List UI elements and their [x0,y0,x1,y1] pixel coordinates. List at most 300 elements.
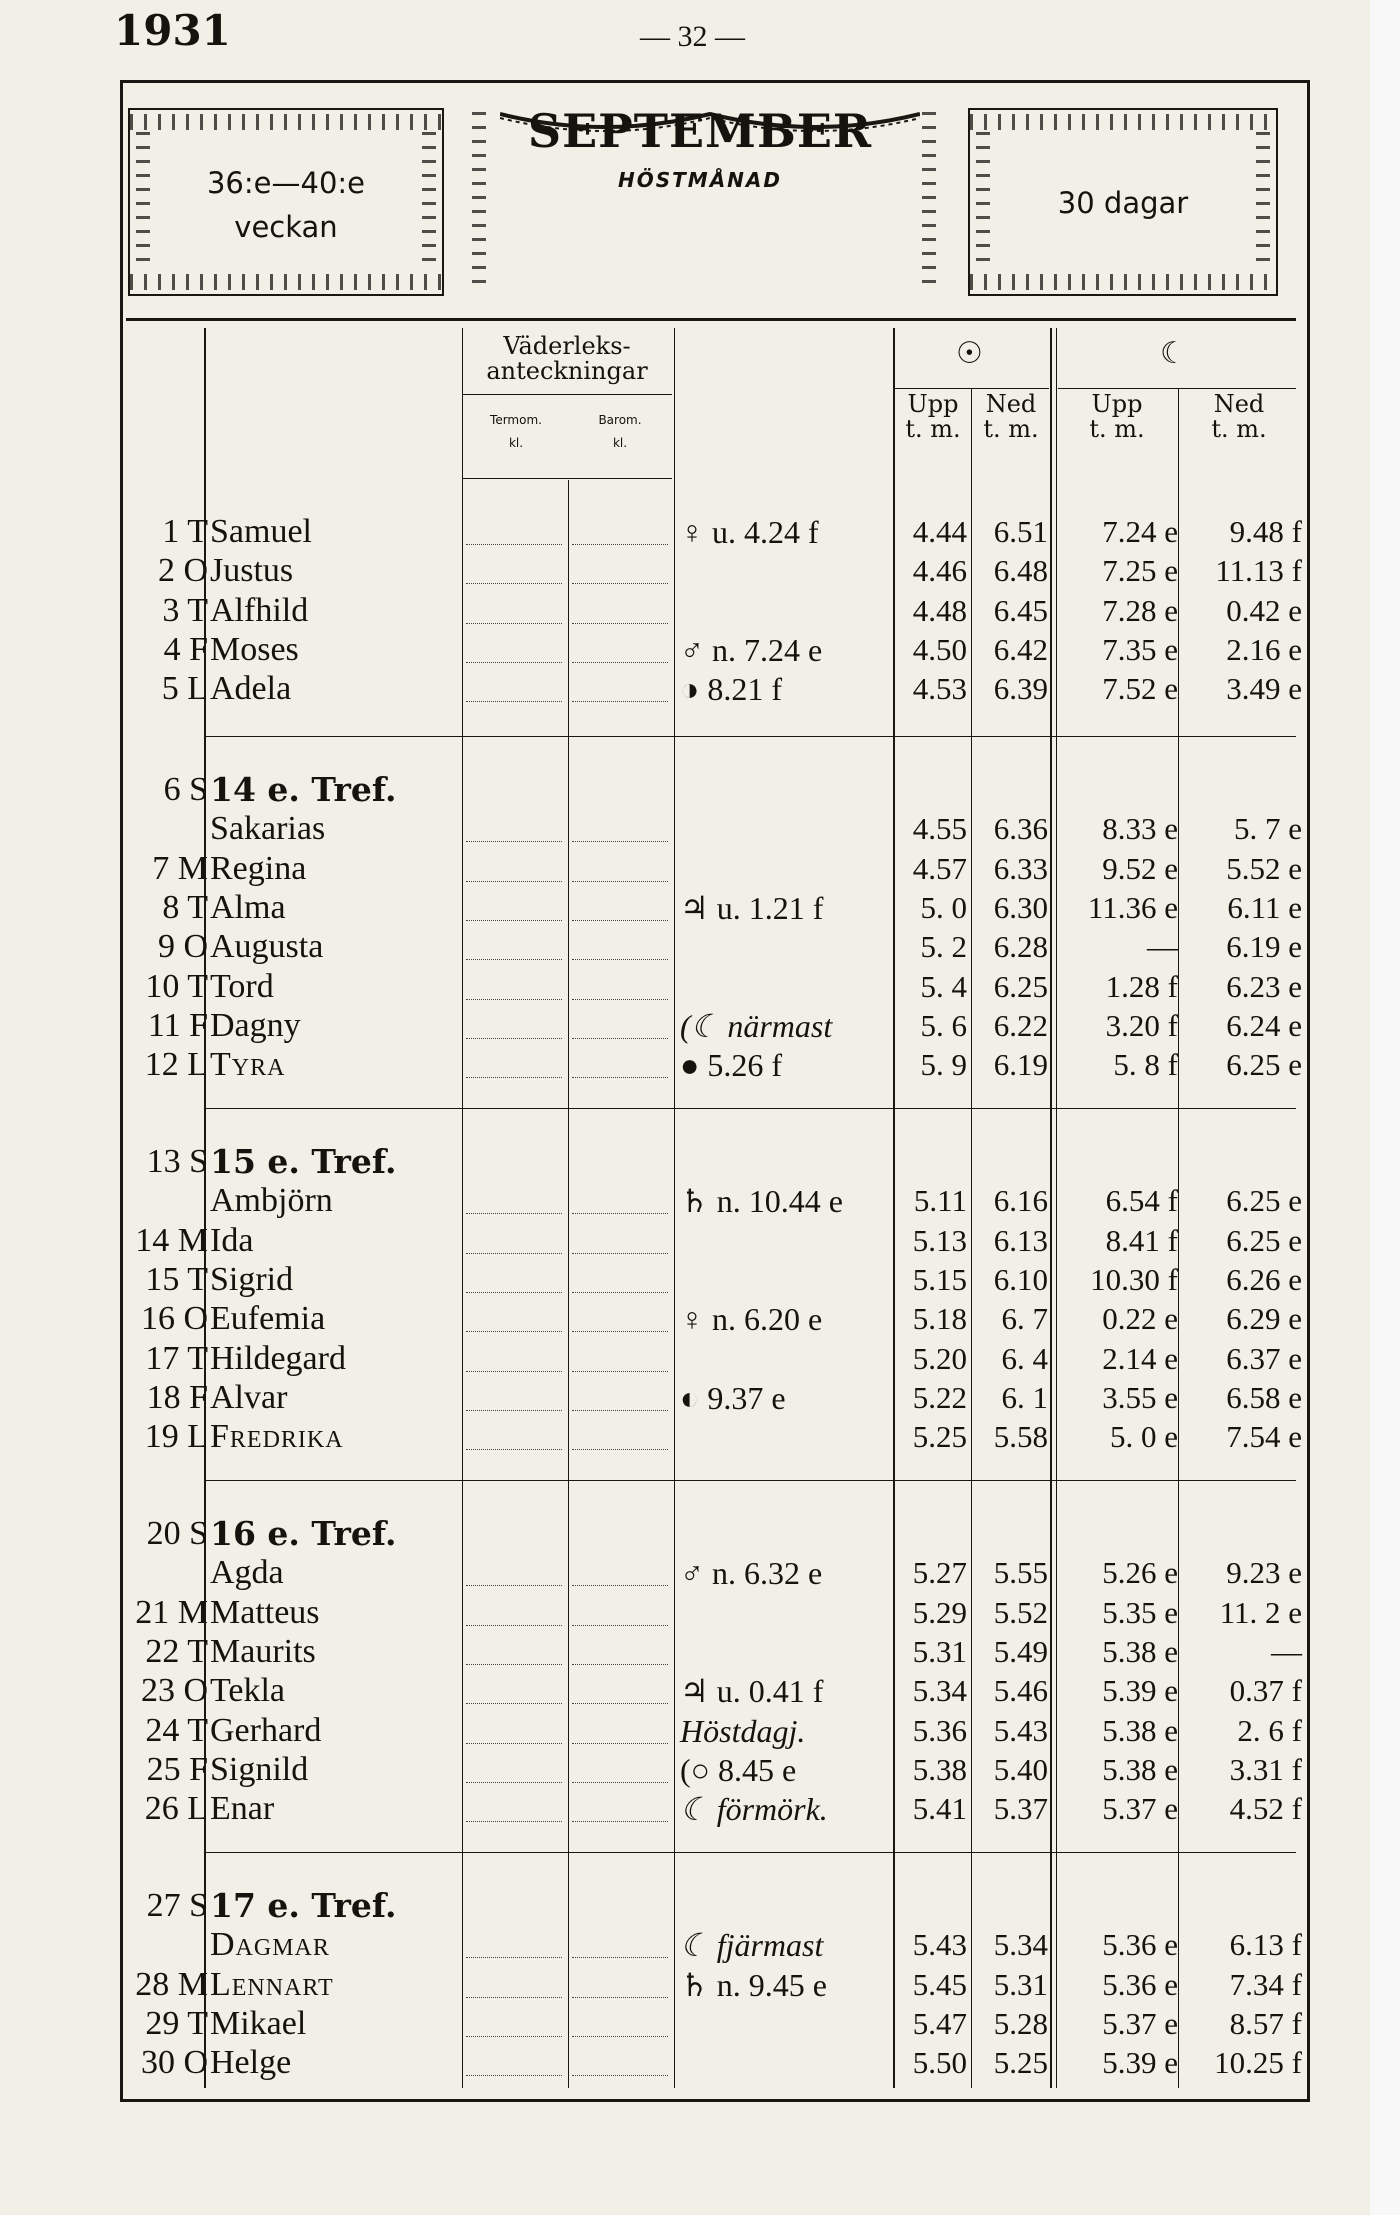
moon-up-header: Upp t. m. [1089,390,1145,444]
day-label: 1 T [162,513,208,550]
day-label: 30 O [140,2044,208,2082]
notes-blank-line [466,841,562,842]
notes-blank-line [572,1038,668,1039]
name-day: Dagmar [210,1926,330,1964]
moonset-time: 6.19 e [1226,929,1302,965]
astro-event [680,1260,890,1300]
notes-blank-line [466,1821,562,1822]
moonset-time: 5. 7 e [1233,811,1302,847]
notes-blank-line [466,1371,562,1372]
moonrise-time: 9.52 e [1102,850,1178,886]
sunrise-time: 4.55 [912,811,967,847]
name-day: Alfhild [210,591,309,629]
moonset-time: 4.52 f [1229,1791,1302,1827]
page-number: — 32 — [640,20,745,53]
moonset-time: 6.25 e [1226,1183,1302,1219]
column-rule [568,480,569,2088]
moonset-time: 6.29 e [1226,1301,1302,1337]
sunrise-time: 5.50 [912,2045,967,2081]
astro-event: ♀ u. 4.24 f [680,514,819,550]
moon-icon: ☾ [1160,336,1187,371]
sunrise-time [895,770,967,810]
moonset-time: 11.13 f [1215,553,1302,589]
weeks-label: veckan [234,210,338,244]
notes-blank-line [572,841,668,842]
moonset-time: 6.37 e [1226,1340,1302,1376]
notes-blank-line [572,920,668,921]
sunset-time: 5.40 [993,1751,1048,1787]
sunrise-time: 5.11 [913,1183,967,1219]
moonset-time: 3.49 e [1226,671,1302,707]
sunset-time: 6.42 [993,631,1048,667]
weather-header-rule [462,394,672,395]
name-day: Justus [210,552,294,590]
notes-blank-line [466,959,562,960]
moonrise-time: 7.25 e [1102,553,1178,589]
astro-event [680,2043,890,2083]
notes-blank-line [466,1585,562,1586]
notes-blank-line [572,1957,668,1958]
sunrise-time: 4.53 [912,671,967,707]
table-top-rule [126,318,1296,321]
astro-event: ◑ 8.21 f [680,671,782,708]
moonrise-time: 2.14 e [1102,1340,1178,1376]
notes-blank-line [466,544,562,545]
moonset-time: 2.16 e [1226,631,1302,667]
week-separator [204,736,1296,737]
moonrise-time: — [1147,929,1178,965]
notes-blank-line [572,1253,668,1254]
name-day: 14 e. Tref. [210,770,397,809]
name-day: Fredrika [210,1418,344,1456]
moonrise-time [1058,770,1178,810]
day-label: 7 M [152,849,208,887]
notes-blank-line [466,1625,562,1626]
name-day: Alvar [210,1378,288,1416]
notes-blank-line [572,701,668,702]
name-day: Ambjörn [210,1182,333,1220]
sunset-time: 5.46 [993,1673,1048,1709]
astro-event [680,1632,890,1672]
notes-blank-line [466,1997,562,1998]
notes-blank-line [466,701,562,702]
moonrise-time: 7.24 e [1102,514,1178,549]
moonrise-time: 5.38 e [1102,1712,1178,1748]
sunrise-time: 5.22 [912,1379,967,1415]
sunset-time: 6.25 [993,968,1048,1004]
moonset-time: 9.23 e [1226,1555,1302,1591]
day-label: 16 O [140,1300,208,1338]
name-day: Tyra [210,1046,286,1084]
moonset-time: 6.25 e [1226,1222,1302,1258]
sun-header-rule [895,388,1049,389]
notes-blank-line [572,1410,668,1411]
ornament-border [970,114,1276,130]
moonrise-time: 1.28 f [1105,968,1178,1004]
day-label: 12 L [144,1046,208,1084]
sunset-time: 6. 7 [1001,1301,1048,1337]
moonrise-time: 5.35 e [1102,1594,1178,1630]
sunset-time: 6.28 [993,929,1048,965]
moonset-time: 6.26 e [1226,1261,1302,1297]
sunset-time: 6.10 [993,1261,1048,1297]
notes-blank-line [466,1703,562,1704]
name-day: Alma [210,888,286,926]
sunset-time: 6. 1 [1001,1379,1048,1415]
sunrise-time: 5. 6 [920,1007,967,1043]
notes-blank-line [466,1292,562,1293]
name-day: Mikael [210,2004,307,2042]
moonset-time: 6.25 e [1226,1047,1302,1083]
notes-blank-line [466,1743,562,1744]
day-label: 22 T [145,1632,208,1670]
notes-blank-line [572,1821,668,1822]
notes-blank-line [572,1371,668,1372]
day-label: 11 F [147,1006,208,1044]
day-label: 27 S [146,1887,208,1924]
name-day: Tekla [210,1672,286,1710]
notes-blank-line [466,1782,562,1783]
notes-blank-line [572,2036,668,2037]
sunrise-time [895,1514,967,1554]
moonrise-time: 3.20 f [1105,1007,1178,1043]
notes-blank-line [572,1625,668,1626]
notes-blank-line [572,544,668,545]
sunset-time [976,1142,1048,1182]
day-label [130,1925,208,1965]
notes-blank-line [572,1331,668,1332]
name-day: Tord [210,967,274,1005]
name-day: Lennart [210,1965,334,2003]
sunset-time: 6.39 [993,671,1048,707]
sunset-time: 6.16 [993,1183,1048,1219]
day-label [130,1181,208,1221]
sunrise-time: 5.43 [912,1927,967,1963]
day-label: 20 S [146,1515,208,1552]
ornament-border [970,274,1276,290]
moonrise-time: 11.36 e [1087,889,1178,925]
moonrise-time: 5.38 e [1102,1633,1178,1669]
name-day: Augusta [210,928,324,966]
notes-blank-line [572,1703,668,1704]
moonrise-time: 7.35 e [1102,631,1178,667]
moonset-time: 3.31 f [1229,1751,1302,1787]
moonrise-time: 5.36 e [1102,1966,1178,2002]
sunrise-time: 5. 0 [920,889,967,925]
moonrise-time: 5.36 e [1102,1927,1178,1963]
astro-event: ♄ n. 10.44 e [680,1183,843,1220]
notes-blank-line [572,881,668,882]
notes-blank-line [572,1077,668,1078]
name-day: Gerhard [210,1711,322,1749]
name-day: Regina [210,849,307,887]
moonset-time: — [1271,1633,1302,1669]
moonrise-time: 8.41 f [1105,1222,1178,1258]
notes-blank-line [466,1957,562,1958]
column-rule [1050,328,1052,2088]
sunrise-time: 5.36 [912,1712,967,1748]
astro-event: ♀ n. 6.20 e [680,1301,823,1338]
weather-notes-header: Väderleks- anteckningar [486,332,648,386]
day-label: 13 S [146,1143,208,1180]
astro-event [680,770,890,810]
day-label: 23 O [140,1672,208,1710]
astro-event [680,551,890,591]
notes-blank-line [572,1997,668,1998]
column-rule [674,328,675,2088]
day-label: 24 T [145,1711,208,1749]
moonset-time: 6.23 e [1226,968,1302,1004]
moonset-time: 0.42 e [1226,592,1302,628]
name-day: Enar [210,1790,275,1828]
sunrise-time: 5.29 [912,1594,967,1630]
sunset-time: 5.52 [993,1594,1048,1630]
astro-event: ♂ n. 7.24 e [680,631,823,668]
day-label: 3 T [162,591,208,629]
moonset-time: 6.11 e [1227,889,1302,925]
day-label: 9 O [157,928,208,966]
day-label: 25 F [146,1750,208,1788]
sunrise-time: 5. 2 [920,929,967,965]
moonrise-time [1058,1886,1178,1926]
notes-blank-line [572,1664,668,1665]
sun-icon: ☉ [956,336,983,371]
notes-blank-line [466,1077,562,1078]
column-rule [1178,388,1179,2088]
astro-event [680,591,890,631]
sunset-time: 5.58 [993,1419,1048,1455]
moonrise-time: 5.38 e [1102,1751,1178,1787]
sunset-time [976,1886,1048,1926]
astro-event [680,1886,890,1926]
moonset-time: 5.52 e [1226,850,1302,886]
day-label: 19 L [144,1418,208,1456]
days-box [968,108,1278,296]
sunset-time: 5.49 [993,1633,1048,1669]
sunset-time [976,1514,1048,1554]
moonrise-time: 5.39 e [1102,1673,1178,1709]
day-label: 14 M [135,1221,208,1259]
day-label: 10 T [145,967,208,1005]
barometer-header: Barom. kl. [598,413,642,450]
sunrise-time: 4.44 [912,514,967,549]
astro-event [680,809,890,849]
sunrise-time: 5.20 [912,1340,967,1376]
astro-event: ♃ u. 1.21 f [680,889,824,926]
name-day: Agda [210,1554,284,1592]
name-day: 16 e. Tref. [210,1514,397,1553]
sunset-time: 5.55 [993,1555,1048,1591]
notes-blank-line [466,623,562,624]
day-label [130,1553,208,1593]
astro-event: (○ 8.45 e [680,1751,797,1788]
astro-event [680,1339,890,1379]
astro-event [680,1142,890,1182]
day-label: 17 T [145,1339,208,1377]
astro-event [680,967,890,1007]
weeks-range: 36:e—40:e [206,166,366,200]
day-label: 8 T [162,888,208,926]
moonset-time: 8.57 f [1229,2005,1302,2041]
sunset-time: 6. 4 [1001,1340,1048,1376]
astro-event: ☾ förmörk. [680,1791,828,1828]
day-label: 4 F [163,630,208,668]
sunrise-time: 4.48 [912,592,967,628]
notes-blank-line [572,1743,668,1744]
sunrise-time: 5.15 [912,1261,967,1297]
day-label: 21 M [135,1593,208,1631]
moonrise-time: 7.52 e [1102,671,1178,707]
moon-header-rule [1058,388,1296,389]
name-day: Helge [210,2044,292,2082]
sun-up-header: Upp t. m. [905,390,961,444]
sunset-time: 6.36 [993,811,1048,847]
moonrise-time: 7.28 e [1102,592,1178,628]
name-day: Matteus [210,1593,320,1631]
page-edge [1370,0,1400,2215]
moonrise-time: 5.37 e [1102,1791,1178,1827]
sunrise-time: 5. 4 [920,968,967,1004]
year-label: 1931 [114,6,231,55]
notes-blank-line [572,623,668,624]
sunset-time: 6.19 [993,1047,1048,1083]
sunrise-time: 5.45 [912,1966,967,2002]
astro-event [680,1417,890,1457]
sunset-time: 6.30 [993,889,1048,925]
day-label: 6 S [163,771,208,808]
name-day: 17 e. Tref. [210,1886,397,1925]
day-label [130,809,208,849]
notes-blank-line [466,1449,562,1450]
moonrise-time: 5.37 e [1102,2005,1178,2041]
ornament-border [130,274,442,290]
astro-event: ♄ n. 9.45 e [680,1966,827,2003]
notes-blank-line [466,2036,562,2037]
moonset-time [1182,1886,1302,1926]
notes-blank-line [572,1213,668,1214]
sunrise-time: 5.25 [912,1419,967,1455]
sunrise-time [895,1142,967,1182]
astro-event [680,1221,890,1261]
sunset-time: 5.34 [993,1927,1048,1963]
sunset-time: 5.31 [993,1966,1048,2002]
sunrise-time: 5.27 [912,1555,967,1591]
moonset-time: 6.24 e [1226,1007,1302,1043]
day-label: 28 M [135,1965,208,2003]
notes-blank-line [572,2075,668,2076]
column-rule [1056,328,1057,2088]
day-label: 5 L [161,670,208,708]
moonrise-time: 5.26 e [1102,1555,1178,1591]
sunrise-time [895,1886,967,1926]
sunset-time: 6.48 [993,553,1048,589]
moonset-time: 6.58 e [1226,1379,1302,1415]
day-label: 2 O [157,552,208,590]
moonrise-time: 3.55 e [1102,1379,1178,1415]
sunrise-time: 4.46 [912,553,967,589]
name-day: Dagny [210,1006,301,1044]
notes-blank-line [466,662,562,663]
astro-event: ● 5.26 f [680,1047,782,1084]
month-subtitle: HÖSTMÅNAD [618,168,782,192]
notes-blank-line [572,959,668,960]
name-day: Sigrid [210,1260,294,1298]
name-day: Hildegard [210,1339,346,1377]
days-count: 30 dagar [1057,186,1189,220]
sunrise-time: 5.31 [912,1633,967,1669]
thermometer-header: Termom. kl. [490,413,542,450]
name-day: Maurits [210,1632,316,1670]
column-rule [971,388,972,2088]
astro-event: ♃ u. 0.41 f [680,1673,824,1710]
name-day: Signild [210,1750,309,1788]
notes-blank-line [572,1292,668,1293]
sunrise-time: 5.47 [912,2005,967,2041]
notes-blank-line [466,1664,562,1665]
astro-event [680,849,890,889]
sunrise-time: 5.38 [912,1751,967,1787]
notes-blank-line [466,1253,562,1254]
moonrise-time: 5.39 e [1102,2045,1178,2081]
moonrise-time: 10.30 f [1090,1261,1178,1297]
notes-blank-line [572,1449,668,1450]
name-day: Sakarias [210,810,326,848]
name-day: 15 e. Tref. [210,1142,397,1181]
moonrise-time: 8.33 e [1102,811,1178,847]
name-day: Samuel [210,513,312,550]
astro-event [680,927,890,967]
moonset-time: 11. 2 e [1219,1594,1302,1630]
sun-down-header: Ned t. m. [983,390,1039,444]
sunset-time: 6.13 [993,1222,1048,1258]
moonrise-time [1058,1142,1178,1182]
moonrise-time: 5. 0 e [1109,1419,1178,1455]
week-separator [204,1852,1296,1853]
moonset-time [1182,1142,1302,1182]
notes-blank-line [572,662,668,663]
astro-event [680,1514,890,1554]
notes-blank-line [466,1331,562,1332]
moonrise-time: 5. 8 f [1113,1047,1178,1083]
sunrise-time: 5. 9 [920,1047,967,1083]
sunrise-time: 5.41 [912,1791,967,1827]
week-separator [204,1480,1296,1481]
notes-blank-line [466,1410,562,1411]
sunset-time: 5.43 [993,1712,1048,1748]
column-rule [462,328,463,2088]
sunset-time: 5.37 [993,1791,1048,1827]
moonset-time: 10.25 f [1214,2045,1302,2081]
name-day: Eufemia [210,1300,326,1338]
day-label: 26 L [144,1790,208,1828]
sunrise-time: 4.50 [912,631,967,667]
name-day: Ida [210,1221,254,1259]
moonset-time: 7.54 e [1226,1419,1302,1455]
moonset-time: 7.34 f [1229,1966,1302,2002]
moonset-time [1182,770,1302,810]
sunrise-time: 4.57 [912,850,967,886]
day-label: 29 T [145,2004,208,2042]
notes-blank-line [466,881,562,882]
moon-down-header: Ned t. m. [1211,390,1267,444]
name-day: Adela [210,670,292,708]
sunset-time: 6.33 [993,850,1048,886]
notes-blank-line [466,999,562,1000]
astro-event [680,1593,890,1633]
sunset-time [976,770,1048,810]
sunset-time: 5.25 [993,2045,1048,2081]
astro-event: ☾ fjärmast [680,1927,824,1964]
